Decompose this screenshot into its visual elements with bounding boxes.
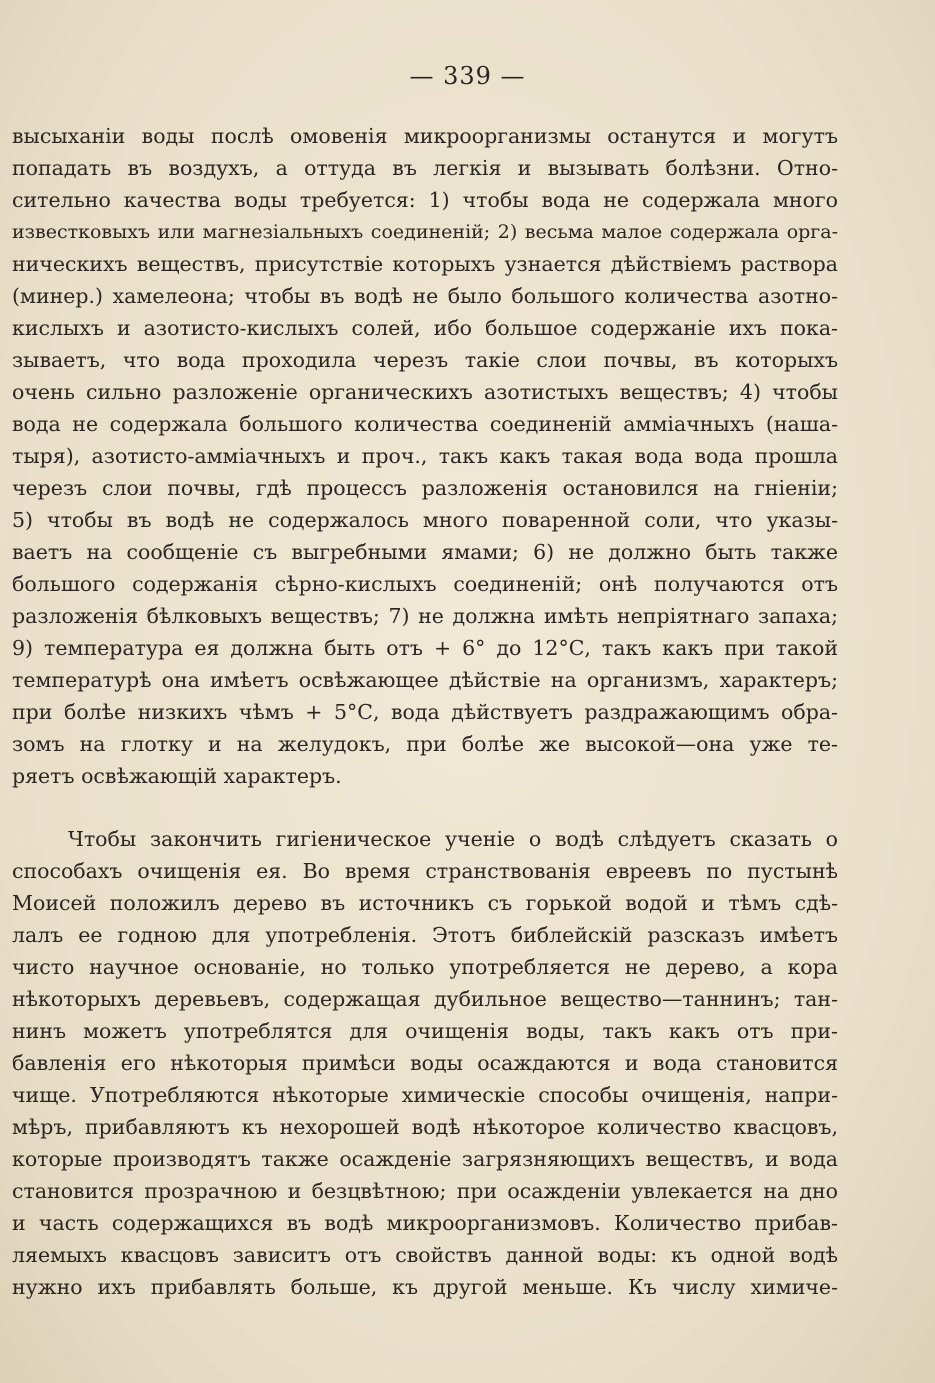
text-line: Чтобы закончить гигіеническое ученіе о водѣ слѣдуетъ сказать о xyxy=(68,827,838,851)
text-line: и часть содержащихся въ водѣ микроорганизмовъ. Количество прибав- xyxy=(12,1211,838,1235)
text-line: бавленія его нѣкоторыя примѣси воды осаждаются и вода становится xyxy=(12,1051,838,1075)
text-line: нинъ можетъ употреблятся для очищенія воды, такъ какъ отъ при- xyxy=(12,1019,838,1043)
text-line: (минер.) хамелеона; чтобы въ водѣ не было большого количества азотно- xyxy=(12,284,838,308)
text-line: очень сильно разложеніе органическихъ азотистыхъ веществъ; 4) чтобы xyxy=(12,380,838,404)
text-line: 5) чтобы въ водѣ не содержалось много поваренной соли, что указы- xyxy=(12,508,838,532)
text-line: сительно качества воды требуется: 1) чтобы вода не содержала много xyxy=(12,188,838,212)
text-line: которые производятъ также осажденіе загрязняющихъ веществъ, и вода xyxy=(12,1147,838,1171)
text-line: 9) температура ея должна быть отъ + 6° до 12°С, такъ какъ при такой xyxy=(12,636,838,660)
text-line: мѣръ, прибавляютъ къ нехорошей водѣ нѣкоторое количество квасцовъ, xyxy=(12,1115,838,1139)
text-line: при болѣе низкихъ чѣмъ + 5°С, вода дѣйствуетъ раздражающимъ обра- xyxy=(12,700,838,724)
text-line: разложенія бѣлковыхъ веществъ; 7) не должна имѣть непріятнаго запаха; xyxy=(12,604,838,628)
text-line: известковыхъ или магнезіальныхъ соединеній; 2) весьма малое содержала орга- xyxy=(12,221,838,243)
text-line: нѣкоторыхъ деревьевъ, содержащая дубильное вещество—таннинъ; тан- xyxy=(12,987,838,1011)
text-line: лалъ ее годною для употребленія. Этотъ библейскій разсказъ имѣетъ xyxy=(12,923,838,947)
text-line: зываетъ, что вода проходила черезъ такіе слои почвы, въ которыхъ xyxy=(12,348,838,372)
text-line: попадать въ воздухъ, а оттуда въ легкія и вызывать болѣзни. Отно- xyxy=(12,156,838,180)
page-number: — 339 — xyxy=(409,62,526,90)
text-line: кислыхъ и азотисто-кислыхъ солей, ибо большое содержаніе ихъ пока- xyxy=(12,316,838,340)
text-line: Моисей положилъ дерево въ источникъ съ горькой водой и тѣмъ сдѣ- xyxy=(12,891,838,915)
text-line: вода не содержала большого количества соединеній аммiачныхъ (наша- xyxy=(12,412,838,436)
text-line: температурѣ она имѣетъ освѣжающее дѣйствіе на организмъ, характеръ; xyxy=(12,668,838,692)
text-line: чисто научное основаніе, но только употребляется не дерево, а кора xyxy=(12,955,838,979)
text-line: ваетъ на сообщеніе съ выгребными ямами; 6) не должно быть также xyxy=(12,540,838,564)
text-line: зомъ на глотку и на желудокъ, при болѣе же высокой—она уже те- xyxy=(12,732,838,756)
text-line: тыря), азотисто-аммiачныхъ и проч., такъ какъ такая вода вода прошла xyxy=(12,444,838,468)
text-line: ническихъ веществъ, присутствіе которыхъ узнается дѣйствіемъ раствора xyxy=(12,252,838,276)
text-line: ляемыхъ квасцовъ зависитъ отъ свойствъ данной воды: къ одной водѣ xyxy=(12,1243,838,1267)
text-line: высыханіи воды послѣ омовенія микроорганизмы останутся и могутъ xyxy=(12,124,838,148)
text-line: большого содержанія сѣрно-кислыхъ соединеній; онѣ получаются отъ xyxy=(12,572,838,596)
text-line: становится прозрачною и безцвѣтною; при осажденіи увлекается на дно xyxy=(12,1179,838,1203)
text-line: ряетъ освѣжающій характеръ. xyxy=(12,764,342,788)
text-line: нужно ихъ прибавлять больше, къ другой меньше. Къ числу химиче- xyxy=(12,1275,838,1299)
text-line: способахъ очищенія ея. Во время странствованія евреевъ по пустынѣ xyxy=(12,859,838,883)
text-line: черезъ слои почвы, гдѣ процессъ разложенія остановился на гніеніи; xyxy=(12,476,838,500)
text-line: чище. Употребляются нѣкоторые химическіе способы очищенія, напри- xyxy=(12,1083,838,1107)
